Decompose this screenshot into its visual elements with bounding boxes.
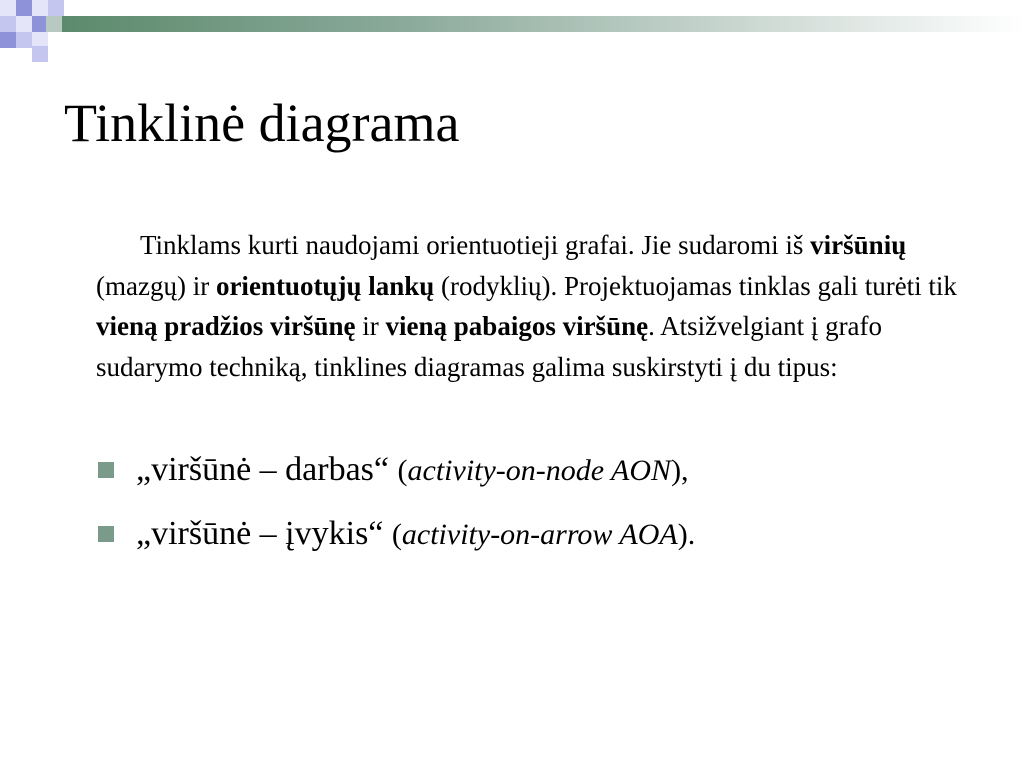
header-decoration	[0, 0, 1024, 62]
decor-square	[16, 16, 32, 32]
paragraph-bold-term: orientuotųjų lankų	[215, 270, 435, 301]
paragraph-bold-term: vieną pradžios viršūnę	[96, 311, 356, 341]
bullet-italic-term: activity-on-arrow AOA	[401, 518, 678, 551]
decor-square	[0, 16, 16, 32]
square-bullet-icon	[98, 462, 114, 478]
bullet-open-paren: (	[397, 454, 408, 487]
paragraph-text-run: (mazgų) ir	[96, 270, 216, 301]
decor-square	[0, 0, 16, 16]
bullet-main-text: „viršūnė – įvykis“	[136, 515, 392, 552]
bullet-list	[96, 446, 695, 574]
bullet-close-punct: ).	[677, 518, 696, 551]
decor-square	[32, 0, 48, 16]
decor-square	[16, 0, 32, 16]
bullet-italic-term: activity-on-node AON	[407, 454, 672, 487]
paragraph-text-run: ir	[355, 311, 386, 341]
bullet-close-punct: ),	[671, 454, 689, 487]
decor-square	[48, 0, 64, 16]
paragraph-text-run: Tinklams kurti naudojami orientuotieji grafai. Jie sudaromi iš	[140, 230, 811, 260]
paragraph-text-run: (rodyklių). Projektuojamas tinklas gali turėti tik	[434, 270, 957, 301]
decor-square	[0, 32, 16, 48]
bullet-item	[96, 446, 695, 510]
decor-square	[16, 32, 32, 48]
bullet-open-paren: (	[391, 518, 402, 551]
body-paragraph	[96, 225, 971, 387]
paragraph-text-run: . Atsižvelgiant į grafo sudarymo techniką, tinklines diagramas galima suskirstyti į du tipus:	[96, 311, 883, 382]
square-bullet-icon	[98, 526, 114, 542]
decor-square	[32, 46, 48, 62]
bullet-main-text: „viršūnė – darbas“	[136, 451, 398, 488]
bullet-item	[96, 510, 695, 574]
header-gradient-band	[62, 16, 1024, 32]
slide-title: Tinklinė diagrama	[64, 93, 460, 153]
paragraph-bold-term: vieną pabaigos viršūnę	[385, 311, 649, 341]
decor-square	[46, 16, 62, 32]
paragraph-bold-term: viršūnių	[810, 230, 907, 260]
